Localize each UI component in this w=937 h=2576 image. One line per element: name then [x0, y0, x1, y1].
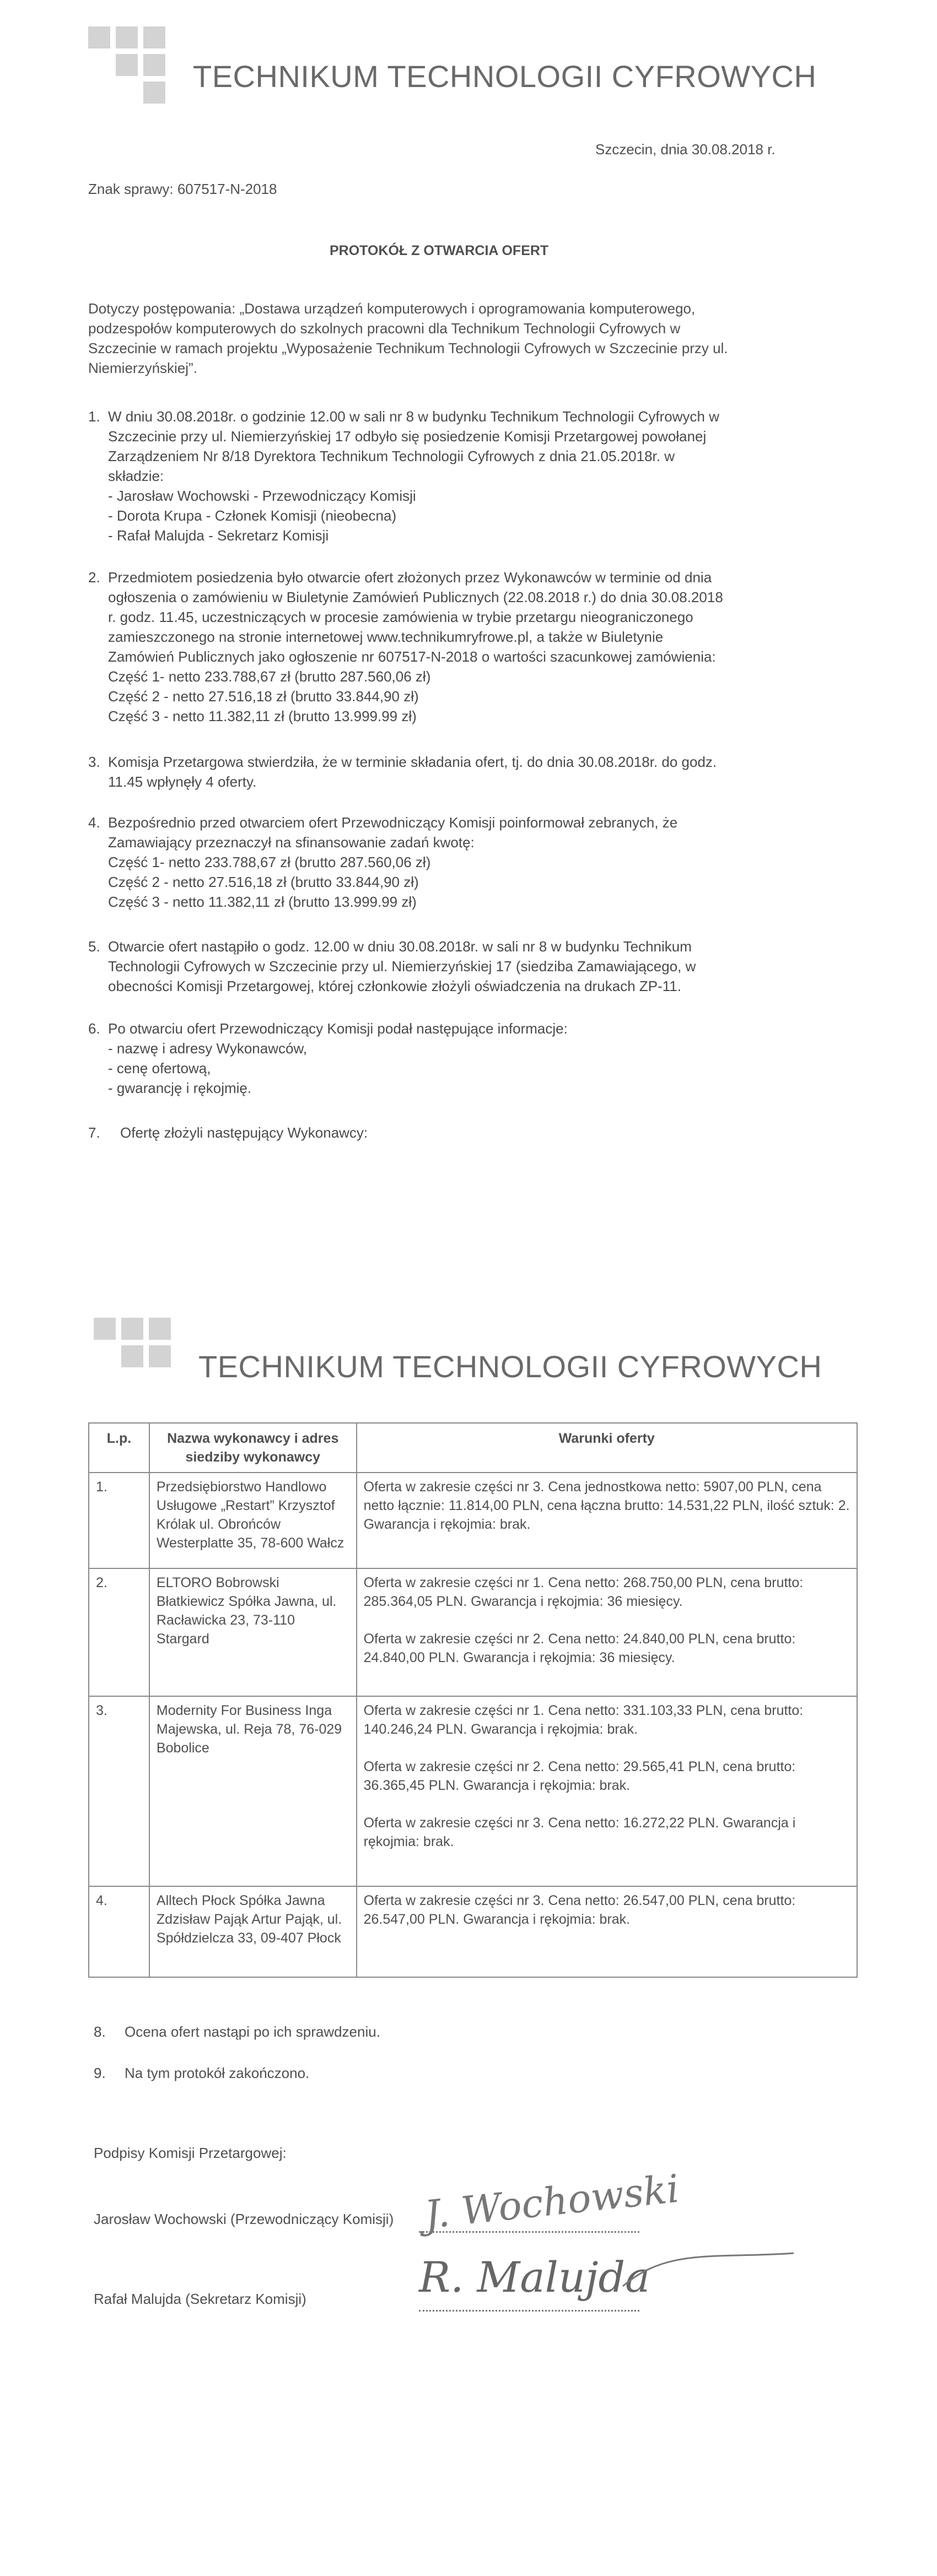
case-number: Znak sprawy: 607517-N-2018 [88, 181, 277, 197]
section-number: 9. [94, 2065, 106, 2081]
section-3-text [108, 752, 783, 792]
logo-squares-icon [94, 1318, 193, 1411]
section-line: - cenę ofertową, [108, 1060, 211, 1076]
school-logo [88, 26, 817, 120]
section-line: Ofertę złożyli następujący Wykonawcy: [120, 1124, 368, 1141]
section-line: Zamówień Publicznych jako ogłoszenie nr 607517-N-2018 o wartości szacunkowej zamówienia: [108, 648, 716, 665]
offer-text: Oferta w zakresie części nr 3. Cena jednostkowa netto: 5907,00 PLN, cena netto łącznie: 11.814,00 PLN, cena łączna brutto: 14.531,22 PLN, ilość sztuk: 2. Gwarancja i rękojmia: brak. [363, 1479, 850, 1532]
section-line: Część 2 - netto 27.516,18 zł (brutto 33.844,90 zł) [108, 688, 419, 705]
signature-secretary-text: R. Malujda [419, 2253, 650, 2302]
section-line: - Jarosław Wochowski - Przewodniczący Komisji [108, 488, 416, 504]
offer-text: Oferta w zakresie części nr 1. Cena netto: 268.750,00 PLN, cena brutto: 285.364,05 PLN. Gwarancja i rękojmia: 36 miesięcy. [363, 1575, 804, 1609]
intro-line: Niemierzyńskiej”. [88, 360, 197, 376]
section-line: Technologii Cyfrowych w Szczecinie przy ul. Niemierzyńskiej 17 (siedziba Zamawiającego, w [108, 958, 696, 975]
signer-secretary: Rafał Malujda (Sekretarz Komisji) [94, 2291, 306, 2307]
offers-table [88, 1422, 858, 1978]
section-line: Po otwarciu ofert Przewodniczący Komisji podał następujące informacje: [108, 1020, 568, 1037]
section-number: 1. [88, 408, 100, 425]
closing-text: Ocena ofert nastąpi po ich sprawdzeniu. [125, 2023, 380, 2040]
school-logo [94, 1318, 822, 1411]
signature-chair-text: J. Wochowski [422, 2166, 681, 2238]
section-5-text [108, 937, 783, 996]
section-6-text [108, 1019, 783, 1098]
offer-text: Oferta w zakresie części nr 3. Cena netto: 16.272,22 PLN. Gwarancja i rękojmia: brak. [363, 1815, 796, 1849]
section-line: - nazwę i adresy Wykonawców, [108, 1040, 308, 1057]
signer-chair: Jarosław Wochowski (Przewodniczący Komisji) [94, 2211, 394, 2227]
offer-text: Oferta w zakresie części nr 3. Cena netto: 26.547,00 PLN, cena brutto: 26.547,00 PLN. Gwarancja i rękojmia: brak. [363, 1893, 796, 1927]
section-line: - Dorota Krupa - Członek Komisji (nieobecna) [108, 507, 397, 524]
section-line: 11.45 wpłynęły 4 oferty. [108, 773, 257, 790]
section-line: Zarządzeniem Nr 8/18 Dyrektora Technikum Technologii Cyfrowych z dnia 21.05.2018r. w [108, 448, 675, 464]
section-line: obecności Komisji Przetargowej, której członkowie złożyli oświadczenia na drukach ZP-11. [108, 978, 681, 994]
section-line: Otwarcie ofert nastąpiło o godz. 12.00 w dniu 30.08.2018r. w sali nr 8 w budynku Technikum [108, 938, 692, 955]
closing-text: Na tym protokół zakończono. [125, 2065, 310, 2081]
offer-cell [357, 1473, 857, 1568]
section-line: - Rafał Malujda - Sekretarz Komisji [108, 527, 329, 544]
offer-text: Oferta w zakresie części nr 2. Cena netto: 24.840,00 PLN, cena brutto: 24.840,00 PLN. Gwarancja i rękojmia: 36 miesięcy. [363, 1631, 796, 1665]
section-line: - gwarancję i rękojmię. [108, 1080, 252, 1096]
row-number: 4. [89, 1886, 149, 1977]
offer-cell [357, 1886, 857, 1977]
column-header-offer-terms: Warunki oferty [357, 1423, 857, 1473]
row-number: 2. [89, 1568, 149, 1696]
page-title: PROTOKÓŁ Z OTWARCIA OFERT [330, 243, 549, 258]
section-line: ogłoszenia o zamówieniu w Biuletynie Zamówień Publicznych (22.08.2018 r.) do dnia 30.08.2018 [108, 589, 723, 605]
contractor-cell: Modernity For Business Inga Majewska, ul. Reja 78, 76-029 Bobolice [149, 1696, 357, 1886]
table-row [89, 1473, 857, 1568]
table-header-row [89, 1423, 857, 1473]
signature-secretary-image [408, 2226, 805, 2319]
section-number: 8. [94, 2023, 106, 2040]
section-line: Zamawiający przeznaczył na sfinansowanie zadań kwotę: [108, 834, 475, 851]
contractor-cell: Alltech Płock Spółka Jawna Zdzisław Pająk Artur Pająk, ul. Spółdzielcza 33, 09-407 Płock [149, 1886, 357, 1977]
intro-line: Szczecinie w ramach projektu „Wyposażenie Technikum Technologii Cyfrowych w Szczecinie przy ul. [88, 340, 728, 356]
school-name: TECHNIKUM TECHNOLOGII CYFROWYCH [198, 1349, 822, 1384]
section-line: Komisja Przetargowa stwierdziła, że w terminie składania ofert, tj. do dnia 30.08.2018r. do godz. [108, 754, 717, 770]
section-line: zamieszczonego na stronie internetowej www.technikumryfrowe.pl, a także w Biuletynie [108, 629, 664, 645]
section-line: Część 1- netto 233.788,67 zł (brutto 287.560,06 zł) [108, 668, 431, 685]
column-header-lp: L.p. [89, 1423, 149, 1473]
section-2-text [108, 567, 783, 726]
row-number: 3. [89, 1696, 149, 1886]
logo-squares-icon [88, 26, 187, 120]
contractor-cell: Przedsiębiorstwo Handlowo Usługowe „Restart” Krzysztof Królak ul. Obrońców Westerplatte 35, 78-600 Wałcz [149, 1473, 357, 1568]
section-7-text [120, 1123, 795, 1143]
place-date: Szczecin, dnia 30.08.2018 r. [595, 141, 776, 158]
section-line: Szczecinie przy ul. Niemierzyńskiej 17 odbyło się posiedzenie Komisji Przetargowej powołanej [108, 428, 707, 445]
section-line: r. godz. 11.45, uczestniczących w procesie zamówienia w trybie przetargu nieograniczonego [108, 609, 693, 625]
page-1 [0, 0, 937, 1190]
section-line: Bezpośrednio przed otwarciem ofert Przewodniczący Komisji poinformował zebranych, że [108, 814, 678, 831]
section-line: Część 2 - netto 27.516,18 zł (brutto 33.844,90 zł) [108, 874, 419, 890]
section-number: 3. [88, 754, 100, 770]
column-header-contractor: Nazwa wykonawcy i adres siedziby wykonawcy [149, 1423, 357, 1473]
section-number: 2. [88, 569, 100, 586]
section-1-text [108, 407, 783, 545]
intro-line: Dotyczy postępowania: „Dostawa urządzeń komputerowych i oprogramowania komputerowego, [88, 300, 696, 317]
table-row [89, 1568, 857, 1696]
school-name: TECHNIKUM TECHNOLOGII CYFROWYCH [193, 59, 817, 94]
section-line: składzie: [108, 468, 164, 484]
section-number: 4. [88, 814, 100, 831]
section-line: Część 3 - netto 11.382,11 zł (brutto 13.999.99 zł) [108, 708, 417, 724]
offer-cell [357, 1696, 857, 1886]
section-number: 6. [88, 1020, 100, 1037]
intro-paragraph [88, 299, 783, 378]
table-row [89, 1696, 857, 1886]
section-line: Część 1- netto 233.788,67 zł (brutto 287.560,06 zł) [108, 854, 431, 870]
section-line: Przedmiotem posiedzenia było otwarcie ofert złożonych przez Wykonawców w terminie od dnia [108, 569, 712, 586]
offer-text: Oferta w zakresie części nr 1. Cena netto: 331.103,33 PLN, cena brutto: 140.246,24 PLN. Gwarancja i rękojmia: brak. [363, 1703, 804, 1737]
section-number: 7. [88, 1124, 100, 1141]
signatures-heading: Podpisy Komisji Przetargowej: [94, 2145, 287, 2161]
page-2 [0, 1267, 937, 2576]
section-line: W dniu 30.08.2018r. o godzinie 12.00 w sali nr 8 w budynku Technikum Technologii Cyfrowych w [108, 408, 719, 425]
offer-cell [357, 1568, 857, 1696]
section-line: Część 3 - netto 11.382,11 zł (brutto 13.999.99 zł) [108, 894, 417, 910]
intro-line: podzespołów komputerowych do szkolnych pracowni dla Technikum Technologii Cyfrowych w [88, 320, 681, 337]
offer-text: Oferta w zakresie części nr 2. Cena netto: 29.565,41 PLN, cena brutto: 36.365,45 PLN. Gwarancja i rękojmia: brak. [363, 1759, 796, 1793]
table-row [89, 1886, 857, 1977]
section-4-text [108, 813, 783, 912]
section-number: 5. [88, 938, 100, 955]
row-number: 1. [89, 1473, 149, 1568]
contractor-cell: ELTORO Bobrowski Błatkiewicz Spółka Jawna, ul. Racławicka 23, 73-110 Stargard [149, 1568, 357, 1696]
